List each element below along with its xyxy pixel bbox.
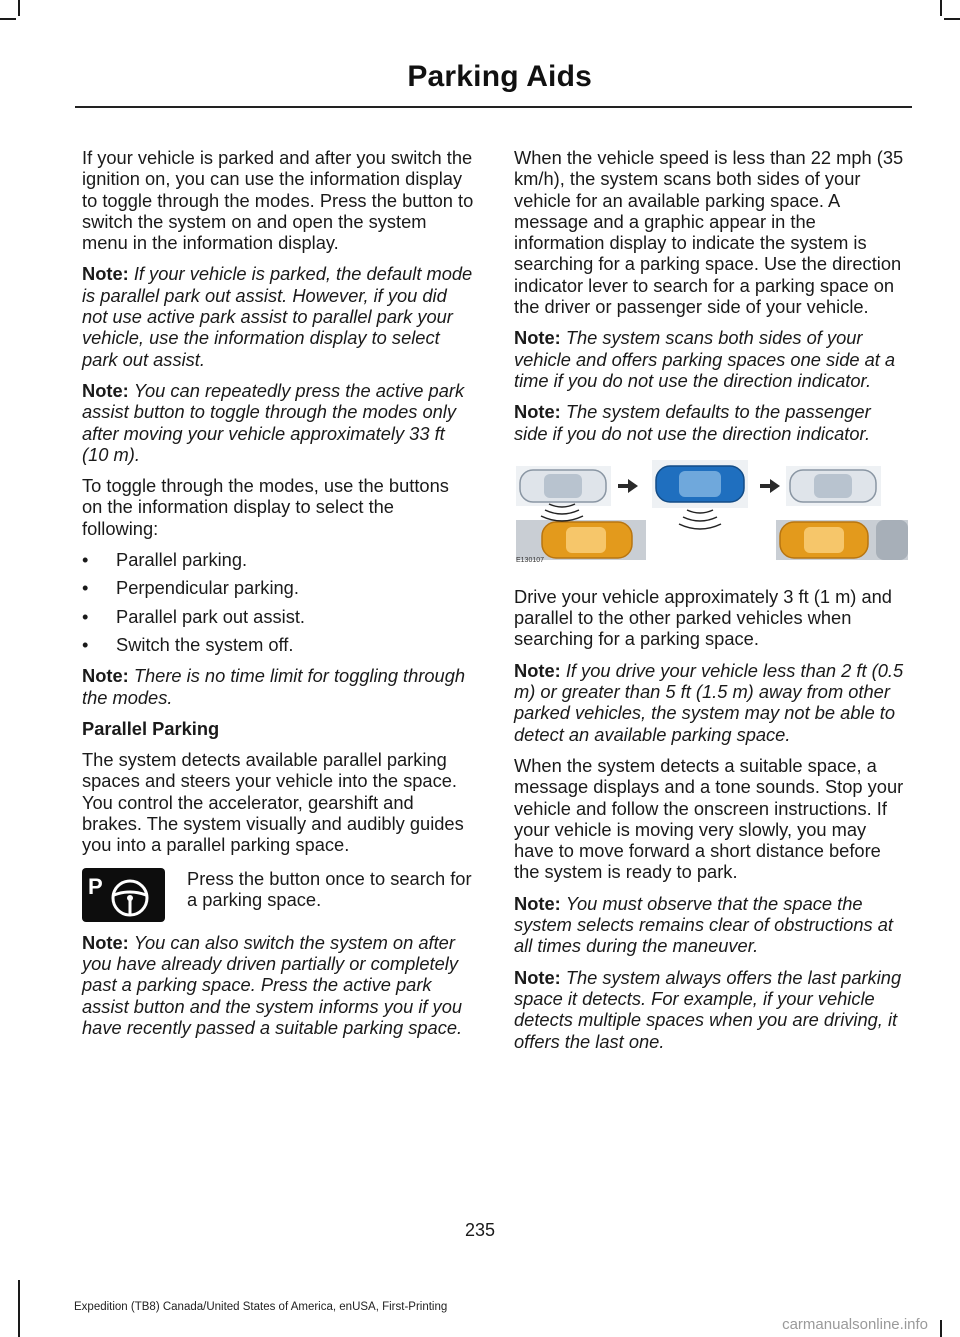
crop-mark-bottom-left-v	[18, 1280, 20, 1337]
list-item	[82, 577, 474, 598]
blue-car-icon	[656, 466, 744, 502]
note	[82, 932, 474, 1038]
note	[82, 380, 474, 465]
note-text: The system scans both sides of your vehicle and offers parking spaces one side at a time if you do not use the direction indicator.	[514, 327, 896, 391]
note	[514, 401, 908, 444]
note	[514, 967, 908, 1052]
icon-caption: Press the button once to search for a parking space.	[187, 867, 472, 910]
left-column	[82, 147, 474, 1048]
page-number: 235	[464, 1220, 496, 1240]
note-text: If your vehicle is parked, the default mode is parallel park out assist. However, if you did not use active park assist to parallel park your vehicle, use the information display to select park out assist.	[82, 263, 473, 370]
crop-mark-top-right-h	[944, 18, 960, 20]
note-text: You can repeatedly press the active park assist button to toggle through the modes only after moving your vehicle approximately 33 ft (10 m).	[82, 379, 465, 465]
list-item-text: Parallel park out assist.	[116, 605, 305, 627]
note-label: Note:	[82, 379, 129, 401]
list-item-text: Switch the system off.	[116, 633, 294, 655]
crop-mark-top-left-v	[18, 0, 20, 16]
right-column	[514, 147, 908, 1062]
bullet-dot: •	[82, 549, 89, 571]
bullet-dot: •	[82, 577, 89, 599]
list-item	[82, 634, 474, 655]
note-label: Note:	[82, 263, 129, 285]
parking-search-illustration	[514, 458, 908, 564]
note	[514, 660, 908, 745]
note	[82, 263, 474, 369]
note-label: Note:	[514, 401, 561, 423]
white-car-icon	[520, 470, 606, 502]
illustration-code: E130107	[516, 556, 545, 564]
list-item-text: Parallel parking.	[116, 549, 248, 571]
note-text: The system defaults to the passenger side if you do not use the direction indicator.	[514, 401, 871, 444]
note	[514, 893, 908, 957]
icon-row	[82, 866, 474, 922]
edition-footer: Expedition (TB8) Canada/United States of America, enUSA, First-Printing	[74, 1301, 448, 1313]
note-label: Note:	[514, 327, 561, 349]
paragraph: To toggle through the modes, use the buttons on the information display to select the following:	[82, 475, 449, 539]
note-text: There is no time limit for toggling through the modes.	[82, 665, 466, 708]
crop-mark-bottom-right-v	[940, 1320, 942, 1337]
paragraph: The system detects available parallel parking spaces and steers your vehicle into the space. You control the accelerator, gearshift and brakes. The system visually and audibly guides you into a parallel parking space.	[82, 749, 464, 856]
bullet-dot: •	[82, 605, 89, 627]
grey-car-icon	[876, 520, 908, 560]
header-divider	[75, 106, 912, 108]
note-text: If you drive your vehicle less than 2 ft (0.5 m) or greater than 5 ft (1.5 m) away from other parked vehicles, the system may not be able to detect an available parking space.	[514, 659, 904, 745]
note	[82, 665, 474, 708]
paragraph: If your vehicle is parked and after you switch the ignition on, you can use the information display to toggle through the modes. Press the button to switch the system on and open the system menu in the information display.	[82, 147, 474, 254]
crop-mark-top-right-v	[940, 0, 942, 16]
note-text: You can also switch the system on after you have already driven partially or completely past a parking space. Press the active park assist button and the system informs you if you have recently passed a suitable parking space.	[82, 931, 463, 1038]
bullet-dot: •	[82, 633, 89, 655]
note-text: You must observe that the space the system selects remains clear of obstructions at all times during the maneuver.	[514, 892, 893, 957]
note	[514, 327, 908, 391]
page-title: Parking Aids	[407, 60, 592, 93]
section-heading: Parallel Parking	[82, 717, 220, 739]
park-assist-button-icon	[82, 868, 165, 922]
list-item	[82, 549, 474, 570]
watermark: carmanualsonline.info	[782, 1316, 928, 1333]
note-label: Note:	[514, 659, 561, 681]
paragraph: When the vehicle speed is less than 22 mph (35 km/h), the system scans both sides of your vehicle for an available parking space. A message and a graphic appear in the information display to indicate the system is searching for a parking space. Use the direction indicator lever to search for a parking space on the driver or passenger side of your vehicle.	[514, 147, 904, 318]
orange-car-icon	[780, 522, 868, 558]
note-text: The system always offers the last parking space it detects. For example, if your vehicle detects multiple spaces when you are driving, it offers the last one.	[514, 966, 902, 1052]
crop-mark-top-left-h	[0, 18, 16, 20]
note-label: Note:	[514, 966, 561, 988]
list-item-text: Perpendicular parking.	[116, 577, 299, 599]
white-car-icon	[790, 470, 876, 502]
note-label: Note:	[514, 892, 561, 914]
paragraph: Drive your vehicle approximately 3 ft (1 m) and parallel to the other parked vehicles when searching for a parking space.	[514, 585, 892, 650]
list-item	[82, 606, 474, 627]
note-label: Note:	[82, 665, 129, 687]
orange-car-icon	[542, 522, 632, 558]
note-label: Note:	[82, 931, 129, 953]
svg-text:P: P	[88, 873, 103, 899]
paragraph: When the system detects a suitable space, a message displays and a tone sounds. Stop your vehicle and follow the onscreen instructions. If your vehicle is moving very slowly, you may have to move forward a short distance before the system is ready to park.	[514, 754, 904, 883]
